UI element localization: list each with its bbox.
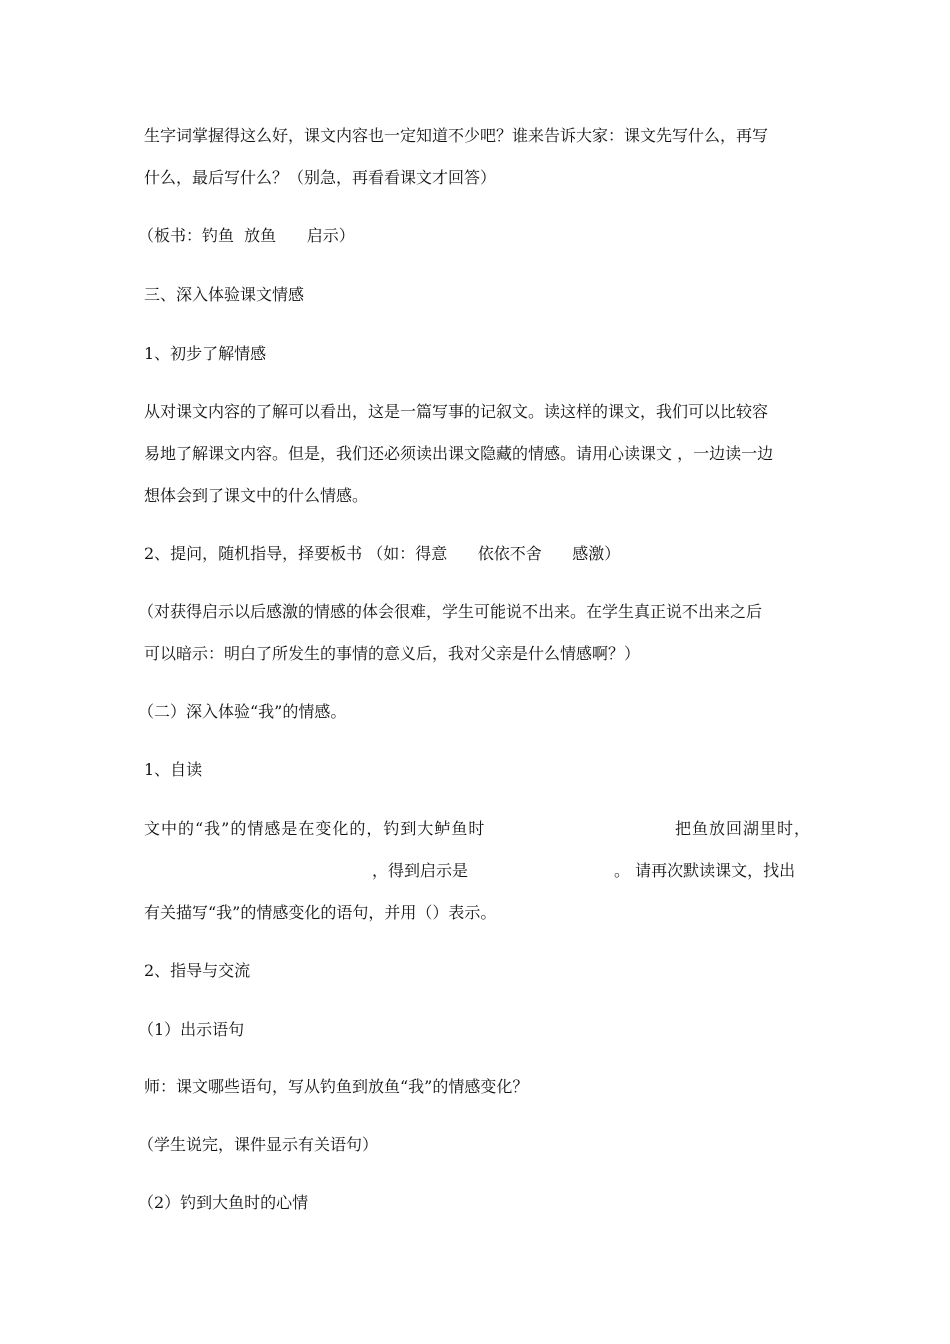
paragraph-line: 易地了解课文内容。但是，我们还必须读出课文隐藏的情感。请用心读课文 ，一边读一边 [144,444,774,463]
fill-in-text: 。 请再次默读课文，找出 [614,861,796,880]
subsection-heading: 1、自读 [144,760,203,779]
section-heading: 三、深入体验课文情感 [144,285,305,304]
step-heading: （2）钓到大鱼时的心情 [138,1193,309,1212]
subsection-heading: 2、指导与交流 [144,961,251,980]
section-heading: （二）深入体验“我”的情感。 [138,702,347,721]
paragraph-line: 什么，最后写什么？（别急，再看看课文才回答） [144,168,497,187]
paragraph-line: 从对课文内容的了解可以看出，这是一篇写事的记叙文。读这样的课文，我们可以比较容 [144,402,769,421]
step-heading: （1）出示语句 [138,1020,245,1039]
subsection-heading: 1、初步了解情感 [144,344,267,363]
paragraph-line: 可以暗示：明白了所发生的事情的意义后，我对父亲是什么情感啊？） [144,644,641,663]
paragraph-line: 想体会到了课文中的什么情感。 [144,486,369,505]
fill-in-text: 把鱼放回湖里时， [675,819,812,838]
paragraph-line: （对获得启示以后感激的情感的体会很难，学生可能说不出来。在学生真正说不出来之后 [138,602,763,621]
paragraph-line: （学生说完，课件显示有关语句） [138,1135,379,1154]
fill-in-text: ，得到启示是 [372,861,469,880]
paragraph-line: 师：课文哪些语句，写从钓鱼到放鱼“我”的情感变化？ [144,1077,529,1096]
blackboard-note: （板书：钓鱼 放鱼 启示） [138,226,355,245]
subsection-heading: 2、提问，随机指导，择要板书 （如：得意 依依不舍 感激） [144,544,621,563]
paragraph-line: 有关描写“我”的情感变化的语句，并用（）表示。 [144,903,497,922]
paragraph-line: 生字词掌握得这么好，课文内容也一定知道不少吧？谁来告诉大家：课文先写什么，再写 [144,126,769,145]
fill-in-text: 文中的“我”的情感是在变化的，钓到大鲈鱼时 [144,819,486,838]
